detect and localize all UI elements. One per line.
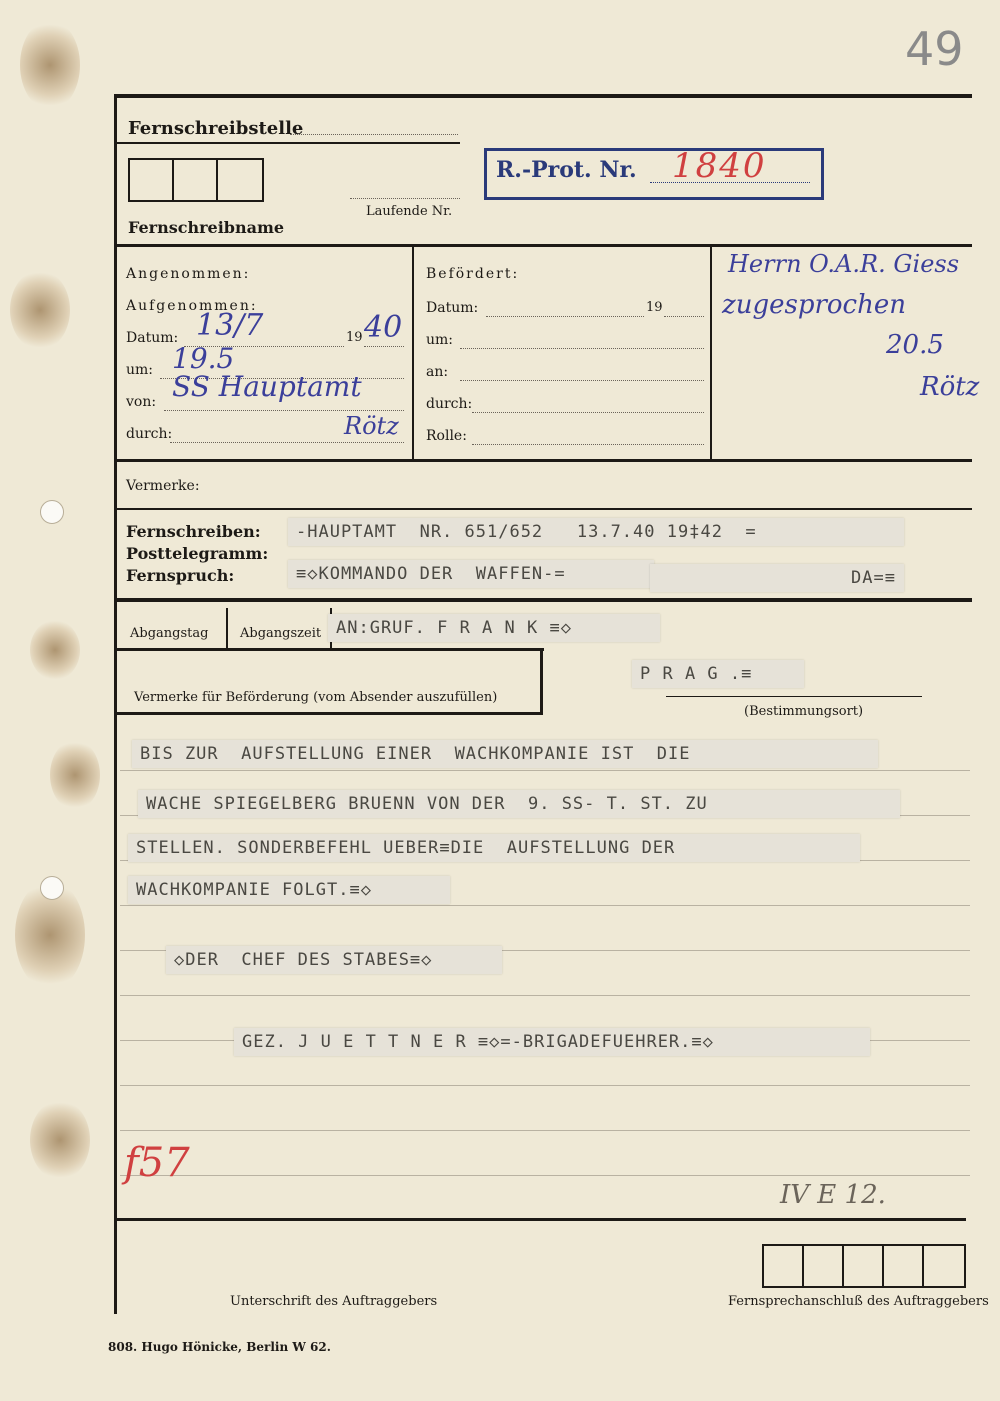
ruled-line: [120, 1085, 970, 1086]
ruled-line: [120, 905, 970, 906]
mid-year-prefix: 19: [646, 300, 663, 315]
datum-value: 13/7: [196, 308, 264, 343]
printer-imprint: 808. Hugo Hönicke, Berlin W 62.: [108, 1340, 331, 1354]
stain: [20, 20, 80, 110]
mid-datum-field[interactable]: [486, 316, 644, 317]
durch-field[interactable]: [170, 442, 404, 443]
right-note-line1: Herrn O.A.R. Giess: [728, 250, 960, 278]
von-value: SS Hauptamt: [172, 370, 362, 403]
stain: [30, 1100, 90, 1180]
durch-label: durch:: [126, 426, 173, 442]
grid-bottom-rule: [116, 459, 972, 462]
mid-year-field[interactable]: [664, 316, 704, 317]
message-line-4: WACHKOMPANIE FOLGT.≡◇: [128, 876, 450, 904]
mid-um-label: um:: [426, 332, 454, 348]
transmission-strip-2: ≡◇KOMMANDO DER WAFFEN-=: [288, 560, 654, 588]
message-line-3: STELLEN. SONDERBEFEHL UEBER≡DIE AUFSTELLUNG DER: [128, 834, 860, 862]
year-prefix: 19: [346, 330, 363, 345]
destination-rule: [666, 696, 922, 697]
message-line-2: WACHE SPIEGELBERG BRUENN VON DER 9. SS- T. ST. ZU: [138, 790, 900, 818]
code-box-divider: [216, 160, 218, 200]
mid-rolle-field[interactable]: [472, 444, 704, 445]
mid-rolle-label: Rolle:: [426, 428, 467, 444]
punch-hole: [40, 500, 64, 524]
year-field[interactable]: [364, 346, 404, 347]
von-field[interactable]: [164, 410, 404, 411]
abgang-strip: AN:GRUF. F R A N K ≡◇: [328, 614, 660, 642]
red-mark: f57: [124, 1140, 190, 1186]
abgangstag-label: Abgangstag: [130, 626, 209, 641]
mid-an-field[interactable]: [460, 380, 704, 381]
um-value: 19.5: [172, 342, 235, 375]
unterschrift-label: Unterschrift des Auftraggebers: [230, 1294, 438, 1309]
vermerke-rule: [116, 508, 972, 510]
year-value: 40: [364, 310, 403, 345]
prot-number: 1840: [672, 146, 767, 186]
datum-label: Datum:: [126, 330, 179, 346]
stain: [30, 620, 80, 680]
stain: [10, 270, 70, 350]
right-note-line3: 20.5: [886, 330, 944, 360]
grid-divider-1: [412, 244, 414, 460]
abgang-rule: [116, 648, 544, 651]
fernspruch-label: Fernspruch:: [126, 566, 235, 585]
destination-label: (Bestimmungsort): [744, 704, 864, 719]
prot-label: R.-Prot. Nr.: [496, 157, 637, 183]
phone-box-divider: [922, 1246, 924, 1286]
angenommen-label: Angenommen:: [126, 266, 251, 282]
left-frame: [114, 94, 117, 1314]
befoerderung-label: Vermerke für Beförderung (vom Absender auszufüllen): [134, 690, 498, 705]
top-rule: [116, 94, 972, 98]
phone-box-divider: [882, 1246, 884, 1286]
posttelegramm-label: Posttelegramm:: [126, 544, 269, 563]
fernschreibstelle-field[interactable]: [290, 134, 458, 135]
mid-an-label: an:: [426, 364, 449, 380]
ruled-line: [120, 770, 970, 771]
fernschreibname-label: Fernschreibname: [128, 218, 285, 237]
abgang-divider-1: [226, 608, 228, 650]
right-note-line4: Rötz: [920, 372, 980, 402]
von-label: von:: [126, 394, 157, 410]
grid-top-rule: [116, 244, 972, 247]
aufgenommen-label: Aufgenommen:: [126, 298, 258, 314]
laufende-nr-label: Laufende Nr.: [366, 204, 453, 219]
stain: [50, 740, 100, 810]
mid-um-field[interactable]: [460, 348, 704, 349]
transmission-strip-2b: DA=≡: [650, 564, 904, 592]
phone-box-divider: [802, 1246, 804, 1286]
destination-strip: P R A G .≡: [632, 660, 804, 688]
laufende-nr-field[interactable]: [350, 198, 460, 199]
mid-datum-label: Datum:: [426, 300, 479, 316]
abgangszeit-label: Abgangszeit: [240, 626, 322, 641]
ruled-line: [120, 995, 970, 996]
bottom-mark: IV E 12.: [780, 1180, 886, 1210]
phone-boxes[interactable]: [762, 1244, 966, 1288]
fernschreibstelle-label: Fernschreibstelle: [128, 118, 304, 139]
befoerderung-box-right: [540, 648, 543, 714]
mid-durch-field[interactable]: [472, 412, 704, 413]
message-line-6: GEZ. J U E T T N E R ≡◇=-BRIGADEFUEHRER.≡◇: [234, 1028, 870, 1056]
vermerke-field[interactable]: [206, 494, 970, 495]
footer-rule: [116, 1218, 966, 1221]
code-boxes[interactable]: [128, 158, 264, 202]
fernschreiben-label: Fernschreiben:: [126, 522, 261, 541]
transmission-rule: [116, 598, 972, 602]
ruled-line: [120, 1175, 970, 1176]
message-line-1: BIS ZUR AUFSTELLUNG EINER WACHKOMPANIE IST DIE: [132, 740, 878, 768]
transmission-strip-1: -HAUPTAMT NR. 651/652 13.7.40 19‡42 =: [288, 518, 904, 546]
right-note-line2: zugesprochen: [722, 290, 906, 320]
befoerderung-box-bottom: [116, 712, 543, 715]
durch-value: Rötz: [344, 412, 399, 440]
corner-number: 49: [905, 22, 964, 76]
grid-divider-2: [710, 244, 712, 460]
code-box-divider: [172, 160, 174, 200]
um-label: um:: [126, 362, 154, 378]
mid-durch-label: durch:: [426, 396, 473, 412]
ruled-line: [120, 1130, 970, 1131]
header-rule: [116, 142, 460, 144]
fernsprech-label: Fernsprechanschluß des Auftraggebers: [728, 1294, 989, 1309]
vermerke-label: Vermerke:: [126, 478, 200, 494]
punch-hole: [40, 876, 64, 900]
befoerdert-label: Befördert:: [426, 266, 520, 282]
phone-box-divider: [842, 1246, 844, 1286]
message-line-5: ◇DER CHEF DES STABES≡◇: [166, 946, 502, 974]
